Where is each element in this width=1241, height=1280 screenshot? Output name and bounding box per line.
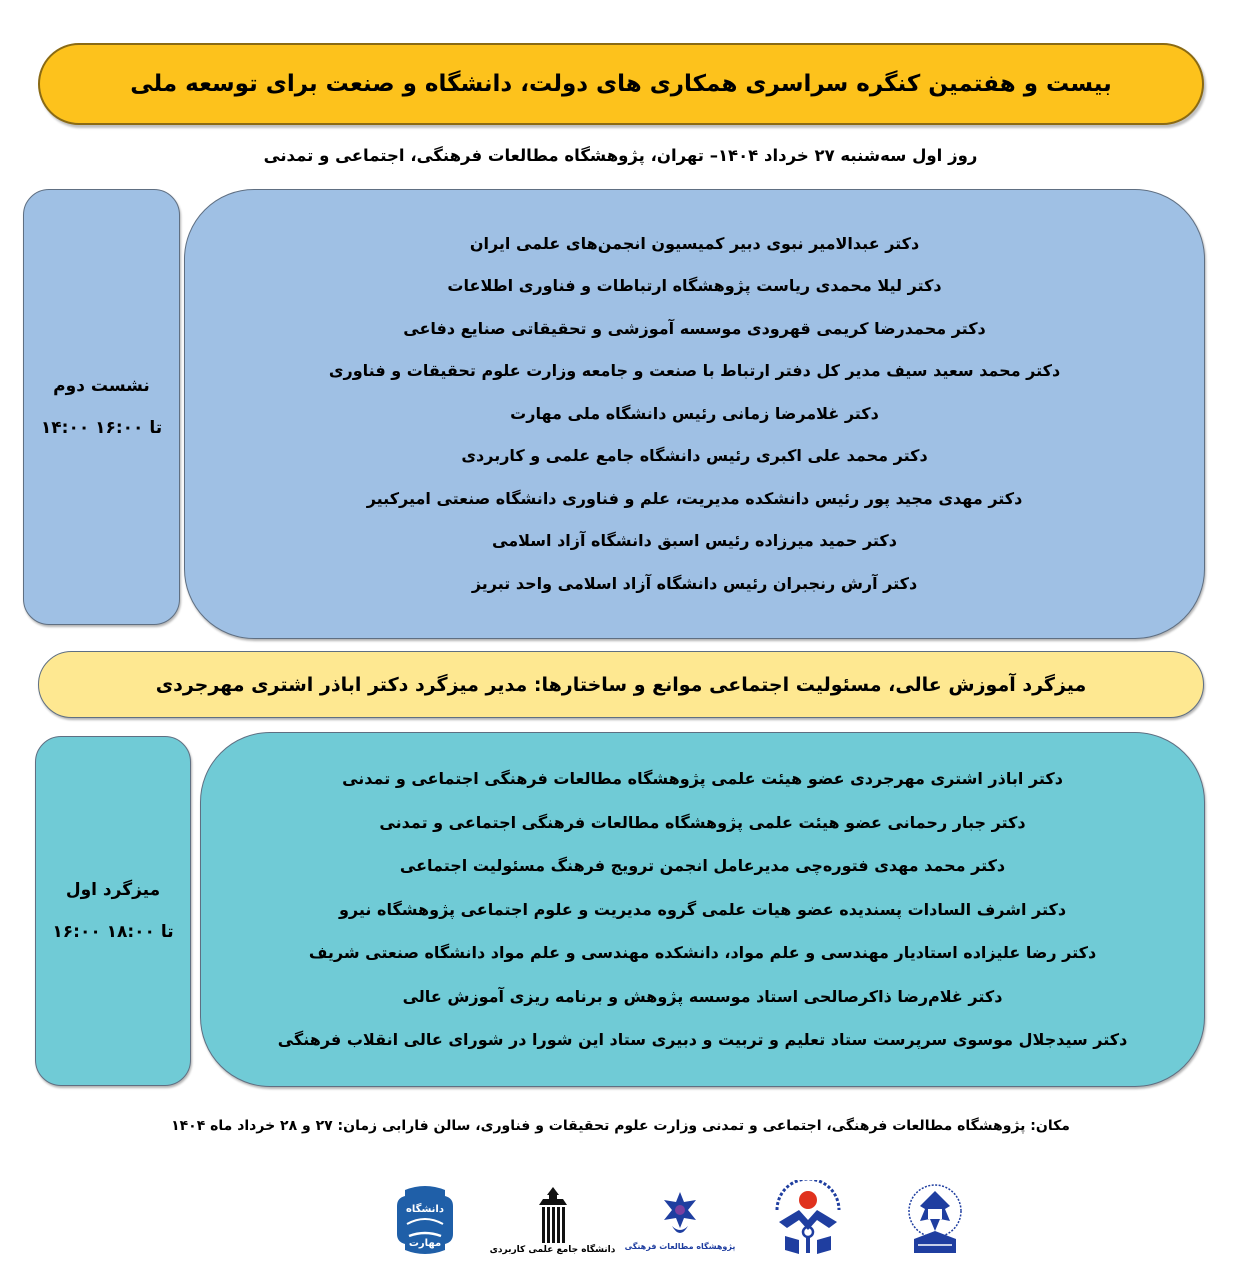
skills-university-emblem-icon [391, 1184, 459, 1256]
roundtable-name: میزگرد اول [65, 880, 161, 900]
uast-logo-caption: دانشگاه جامع علمی کاربردی [489, 1245, 616, 1255]
uast-emblem-icon [533, 1185, 573, 1245]
ihcs-logo-caption: پژوهشگاه مطالعات فرهنگی [624, 1241, 736, 1251]
speaker-line: دکتر اشرف السادات پسندیده عضو هیات علمی گروه مدیریت و علوم اجتماعی پژوهشگاه نیرو [338, 899, 1067, 919]
iran-industry-university-association-logo [763, 1176, 853, 1264]
congress-title: بیست و هفتمین کنگره سراسری همکاری های دولت، دانشگاه و صنعت برای توسعه ملی [130, 71, 1112, 97]
speaker-line: دکتر حمید میرزاده رئیس اسبق دانشگاه آزاد اسلامی [492, 531, 897, 551]
session-name: نشست دوم [53, 376, 150, 396]
speaker-line: دکتر لیلا محمدی ریاست پژوهشگاه ارتباطات و فناوری اطلاعات [447, 276, 942, 296]
congress-logo [890, 1176, 980, 1264]
speaker-line: دکتر سیدجلال موسوی سرپرست ستاد تعلیم و تربیت و دبیری ستاد این شورا در شورای عالی انقلاب فرهنگی [277, 1030, 1128, 1050]
svg-text:مهارت: مهارت [408, 1238, 442, 1249]
speaker-line: دکتر غلام‌رضا ذاکرصالحی استاد موسسه پژوهش و برنامه ریزی آموزش عالی [402, 986, 1003, 1006]
congress-title-banner [38, 43, 1204, 125]
roundtable-title: میزگرد آموزش عالی، مسئولیت اجتماعی موانع و ساختارها: مدیر میزگرد دکتر اباذر اشتری مهرجردی [155, 673, 1087, 696]
speaker-line: دکتر محمد مهدی فتوره‌چی مدیرعامل انجمن ترویج فرهنگ مسئولیت اجتماعی [399, 856, 1006, 876]
uast-logo [489, 1176, 616, 1264]
session-time: ۱۴:۰۰ تا ۱۶:۰۰ [40, 418, 163, 438]
speaker-line: دکتر محمدرضا کریمی قهرودی موسسه آموزشی و تحقیقاتی صنایع دفاعی [403, 318, 986, 338]
ihcs-emblem-icon [660, 1190, 700, 1242]
speaker-line: دکتر مهدی مجید پور رئیس دانشکده مدیریت، علم و فناوری دانشگاه صنعتی امیرکبیر [366, 488, 1023, 508]
speaker-line: دکتر عبدالامیر نبوی دبیر کمیسیون انجمن‌های علمی ایران [469, 233, 920, 253]
day-subtitle: روز اول سه‌شنبه ۲۷ خرداد ۱۴۰۴– تهران، پژوهشگاه مطالعات فرهنگی، اجتماعی و تمدنی [263, 146, 978, 165]
svg-text:دانشگاه: دانشگاه [406, 1204, 444, 1215]
session-label-box [23, 189, 180, 625]
speaker-line: دکتر محمد علی اکبری رئیس دانشگاه جامع علمی و کاربردی [461, 446, 928, 466]
speaker-line: دکتر جبار رحمانی عضو هیئت علمی پژوهشگاه مطالعات فرهنگی اجتماعی و تمدنی [379, 812, 1026, 832]
congress-emblem-icon [900, 1181, 970, 1259]
speaker-line: دکتر محمد سعید سیف مدیر کل دفتر ارتباط با صنعت و جامعه وزارت علوم تحقیقات و فناوری [328, 361, 1061, 381]
roundtable-speakers-panel [200, 732, 1205, 1087]
speaker-line: دکتر غلامرضا زمانی رئیس دانشگاه ملی مهارت [510, 403, 879, 423]
venue-footer: مکان: پژوهشگاه مطالعات فرهنگی، اجتماعی و تمدنی وزارت علوم تحقیقات و فناوری، سالن فارابی زمان: ۲۷ و ۲۸ خرداد ماه ۱۴۰۴ [171, 1118, 1070, 1134]
speaker-line: دکتر رضا علیزاده استادیار مهندسی و علم مواد، دانشکده مهندسی و علم مواد دانشگاه صنعتی شریف [308, 943, 1097, 963]
speaker-line: دکتر آرش رنجبران رئیس دانشگاه آزاد اسلامی واحد تبریز [471, 573, 918, 593]
ihcs-logo [624, 1176, 736, 1264]
sponsor-logos [380, 1175, 980, 1265]
roundtable-time: ۱۶:۰۰ تا ۱۸:۰۰ [52, 922, 174, 942]
session-speakers-panel [184, 189, 1205, 639]
national-skills-university-logo [380, 1176, 470, 1264]
roundtable-label-box [35, 736, 191, 1086]
speaker-line: دکتر اباذر اشتری مهرجردی عضو هیئت علمی پژوهشگاه مطالعات فرهنگی اجتماعی و تمدنی [342, 769, 1063, 789]
roundtable-title-banner [38, 651, 1204, 718]
association-emblem-icon [769, 1180, 847, 1260]
